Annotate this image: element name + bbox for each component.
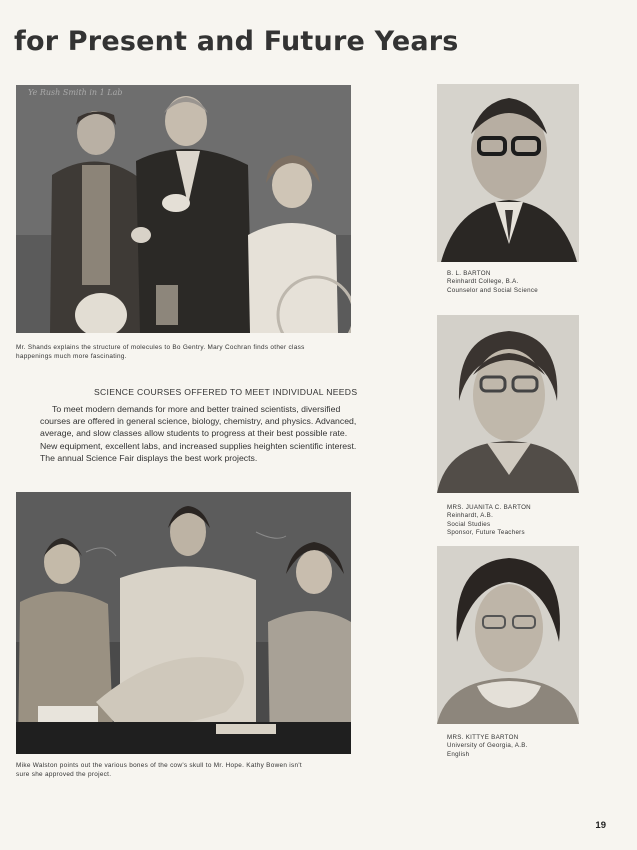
faculty-name: MRS. JUANITA C. BARTON: [447, 504, 531, 511]
faculty-name: MRS. KITTYE BARTON: [447, 734, 519, 741]
faculty-degree: Reinhardt College, B.A.: [447, 278, 519, 286]
bottom-classroom-photo: [16, 492, 351, 754]
section-heading: SCIENCE COURSES OFFERED TO MEET INDIVIDUAL NEEDS: [94, 387, 358, 397]
faculty-subject: English: [447, 750, 470, 758]
top-classroom-photo: [16, 85, 351, 333]
body-line: The annual Science Fair displays the best work projects.: [40, 452, 258, 463]
caption-line: Mr. Shands explains the structure of molecules to Bo Gentry. Mary Cochran finds other class: [16, 344, 305, 351]
faculty-caption-3: [447, 734, 528, 759]
faculty-degree: Reinhardt, A.B.: [447, 512, 494, 520]
faculty-name: B. L. BARTON: [447, 270, 491, 277]
article-body: [40, 403, 393, 464]
faculty-subject: Social Studies: [447, 520, 491, 528]
top-photo-caption: [16, 344, 356, 361]
faculty-subject: Counselor and Social Science: [447, 286, 538, 294]
body-line: average, and slow classes allow students to progress at their best possible rate.: [40, 428, 348, 439]
bottom-photo-caption: [16, 762, 356, 779]
body-line: To meet modern demands for more and better trained scientists, diversified: [52, 404, 341, 414]
page-number: 19: [595, 820, 606, 831]
body-line: courses are offered in general science, biology, chemistry, and physics. Advanced,: [40, 416, 357, 427]
caption-line: sure she approved the project.: [16, 770, 112, 778]
body-line: New equipment, excellent labs, and increased supplies heighten scientific interest.: [40, 440, 357, 451]
page-title: for Present and Future Years: [14, 26, 459, 57]
caption-line: Mike Walston points out the various bones of the cow's skull to Mr. Hope. Kathy Bowen isn't: [16, 762, 302, 769]
faculty-caption-2: [447, 504, 531, 537]
faculty-caption-1: [447, 270, 538, 295]
faculty-role: Sponsor, Future Teachers: [447, 528, 525, 536]
portrait-kittye-barton: [437, 546, 579, 724]
portrait-juanita-barton: [437, 315, 579, 493]
portrait-b-l-barton: [437, 84, 579, 262]
faculty-degree: University of Georgia, A.B.: [447, 742, 528, 750]
chalkboard-writing: Ye Rush Smith in 1 Lab: [28, 88, 123, 97]
caption-line: happenings much more fascinating.: [16, 352, 127, 360]
